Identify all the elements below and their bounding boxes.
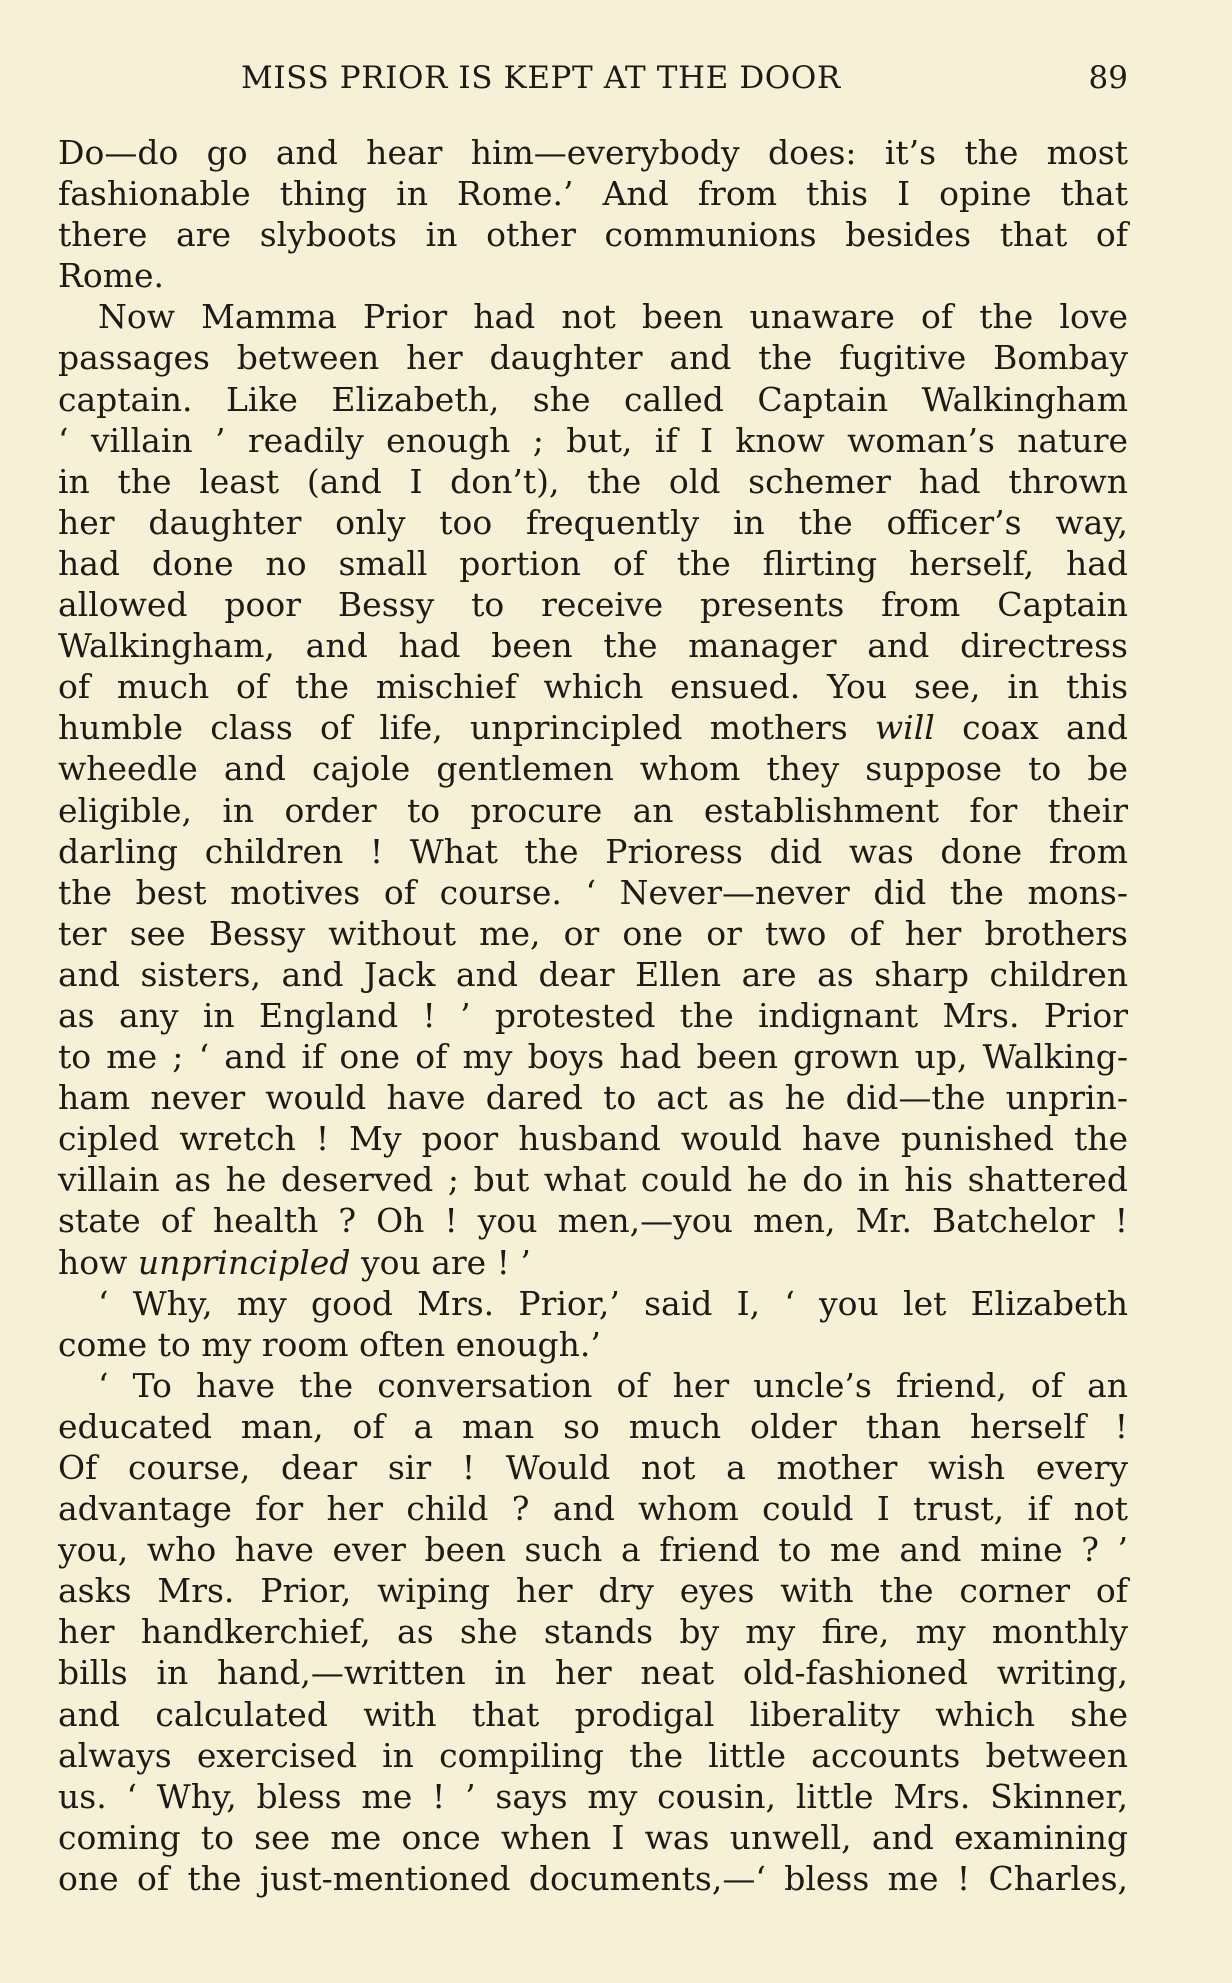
- text-segment: coax and: [934, 708, 1128, 748]
- text-line: [58, 913, 1128, 954]
- text-line: [58, 502, 1128, 543]
- text-line: [58, 1817, 1128, 1858]
- text-line: [58, 1077, 1128, 1118]
- text-segment: ‘ Why, my good Mrs. Prior,’ said I, ‘ you let Elizabeth: [98, 1283, 1128, 1323]
- text-segment: eligible, in order to procure an establishment for their: [58, 790, 1128, 830]
- text-segment: to me ; ‘ and if one of my boys had been grown up, Walking-: [58, 1037, 1128, 1077]
- text-segment: ‘ To have the conversation of her uncle’s friend, of an: [98, 1365, 1128, 1405]
- text-segment: wheedle and cajole gentlemen whom they suppose to be: [58, 749, 1128, 789]
- text-line: [58, 748, 1128, 789]
- text-segment: her handkerchief, as she stands by my fire, my monthly: [58, 1612, 1128, 1652]
- text-segment: and sisters, and Jack and dear Ellen are as sharp children: [58, 954, 1128, 994]
- text-line: [58, 1118, 1128, 1159]
- text-line: [58, 1242, 1128, 1283]
- text-segment: passages between her daughter and the fugitive Bombay: [58, 338, 1128, 378]
- italic-text: will: [874, 708, 935, 748]
- text-segment: asks Mrs. Prior, wiping her dry eyes with the corner of: [58, 1571, 1128, 1611]
- text-line: [58, 173, 1128, 214]
- text-segment: one of the just-mentioned documents,—‘ bless me ! Charles,: [58, 1858, 1128, 1898]
- text-segment: humble class of life, unprincipled mothers: [58, 708, 875, 748]
- text-segment: coming to see me once when I was unwell, and examining: [58, 1817, 1128, 1857]
- text-segment: advantage for her child ? and whom could I trust, if not: [58, 1489, 1128, 1529]
- text-segment: how: [58, 1242, 138, 1282]
- italic-text: unprincipled: [137, 1242, 351, 1282]
- text-line: [58, 1159, 1128, 1200]
- text-line: [58, 1488, 1128, 1529]
- text-line: [58, 1447, 1128, 1488]
- text-segment: us. ‘ Why, bless me ! ’ says my cousin, little Mrs. Skinner,: [58, 1776, 1128, 1816]
- text-segment: fashionable thing in Rome.’ And from this I opine that: [58, 174, 1128, 214]
- text-line: [58, 1652, 1128, 1693]
- text-line: [58, 790, 1128, 831]
- text-segment: villain as he deserved ; but what could he do in his shattered: [58, 1160, 1128, 1200]
- text-line: [58, 379, 1128, 420]
- text-line: [58, 1529, 1128, 1570]
- text-segment: cipled wretch ! My poor husband would have punished the: [58, 1119, 1128, 1159]
- text-line: [58, 214, 1128, 255]
- text-segment: allowed poor Bessy to receive presents from Captain: [58, 585, 1128, 625]
- page-header: [58, 60, 1128, 108]
- text-line: [58, 872, 1128, 913]
- text-line: [58, 461, 1128, 502]
- text-line: [58, 1036, 1128, 1077]
- text-segment: captain. Like Elizabeth, she called Captain Walkingham: [58, 379, 1128, 419]
- text-segment: Of course, dear sir ! Would not a mother wish every: [58, 1448, 1128, 1487]
- text-segment: as any in England ! ’ protested the indignant Mrs. Prior: [58, 995, 1128, 1035]
- text-segment: Do—do go and hear him—everybody does: it’s the most: [58, 133, 1128, 172]
- page-number: 89: [1088, 60, 1128, 96]
- text-line: [58, 666, 1128, 707]
- text-line: [58, 255, 1128, 296]
- text-segment: ter see Bessy without me, or one or two of her brothers: [58, 913, 1128, 953]
- text-line: [58, 132, 1128, 173]
- text-line: [58, 1776, 1128, 1817]
- text-line: [58, 954, 1128, 995]
- text-segment: come to my room often enough.’: [58, 1324, 601, 1364]
- text-segment: state of health ? Oh ! you men,—you men, Mr. Batchelor !: [58, 1201, 1128, 1241]
- text-segment: you are ! ’: [350, 1242, 531, 1282]
- text-line: [58, 1200, 1128, 1241]
- text-line: [58, 1611, 1128, 1652]
- text-segment: ham never would have dared to act as he did—the unprin-: [58, 1078, 1128, 1118]
- text-segment: always exercised in compiling the little accounts between: [58, 1735, 1128, 1775]
- text-line: [58, 296, 1128, 337]
- text-line: [58, 831, 1128, 872]
- text-line: [58, 1283, 1128, 1324]
- text-line: [58, 625, 1128, 666]
- text-segment: there are slyboots in other communions besides that of: [58, 215, 1128, 255]
- text-segment: Rome.: [58, 256, 165, 296]
- text-segment: you, who have ever been such a friend to me and mine ? ’: [58, 1530, 1128, 1570]
- text-segment: bills in hand,—written in her neat old-fashioned writing,: [58, 1653, 1128, 1693]
- text-segment: Now Mamma Prior had not been unaware of the love: [98, 297, 1128, 337]
- text-line: [58, 337, 1128, 378]
- text-segment: of much of the mischief which ensued. You see, in this: [58, 667, 1128, 707]
- text-line: [58, 1735, 1128, 1776]
- text-segment: in the least (and I don’t), the old schemer had thrown: [58, 461, 1128, 501]
- text-segment: Walkingham, and had been the manager and directress: [58, 626, 1128, 666]
- text-line: [58, 1858, 1128, 1899]
- running-title: MISS PRIOR IS KEPT AT THE DOOR: [241, 60, 841, 96]
- body-text: [58, 132, 1128, 1899]
- text-line: [58, 1694, 1128, 1735]
- text-line: [58, 420, 1128, 461]
- text-line: [58, 1570, 1128, 1611]
- text-segment: and calculated with that prodigal liberality which she: [58, 1694, 1128, 1734]
- text-line: [58, 1324, 1128, 1365]
- text-segment: the best motives of course. ‘ Never—never did the mons-: [58, 872, 1128, 912]
- text-segment: had done no small portion of the flirting herself, had: [58, 543, 1128, 583]
- text-segment: her daughter only too frequently in the officer’s way,: [58, 502, 1128, 542]
- text-line: [58, 584, 1128, 625]
- text-line: [58, 1406, 1128, 1447]
- text-segment: darling children ! What the Prioress did was done from: [58, 831, 1128, 871]
- text-line: [58, 995, 1128, 1036]
- text-line: [58, 1365, 1128, 1406]
- text-segment: educated man, of a man so much older than herself !: [58, 1406, 1128, 1446]
- text-segment: ‘ villain ’ readily enough ; but, if I know woman’s nature: [58, 420, 1128, 460]
- text-line: [58, 543, 1128, 584]
- text-line: [58, 707, 1128, 748]
